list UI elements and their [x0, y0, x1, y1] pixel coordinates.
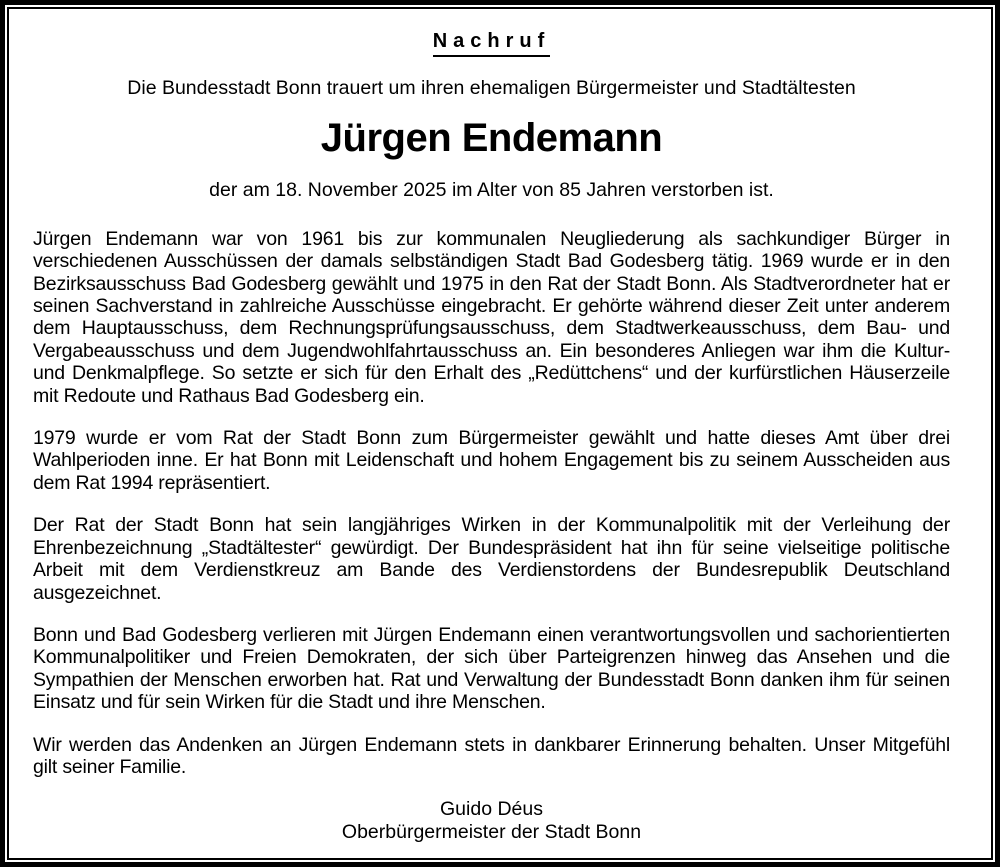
obituary-paragraph-honors: Der Rat der Stadt Bonn hat sein langjähriges Wirken in der Kommunalpolitik mit der Verleihung der Ehrenbezeichnung „Stadtältester“ gewürdigt. Der Bundespräsident hat ihn für seine vielseitige politische Arbeit mit dem Verdienstkreuz am Bande des Verdienstordens der Bundesrepublik Deutschland ausgezeichnet.: [33, 514, 950, 604]
obituary-paragraph-career: Jürgen Endemann war von 1961 bis zur kommunalen Neugliederung als sachkundiger Bürger in verschiedenen Ausschüssen der damals selbständigen Stadt Bad Godesberg tätig. 1969 wurde er in den Bezirksausschuss Bad Godesberg gewählt und 1975 in den Rat der Stadt Bonn. Als Stadtverordneter hat er seinen Sachverstand in zahlreiche Ausschüsse eingebracht. Er gehörte während dieser Zeit unter anderem dem Hauptausschuss, dem Rechnungsprüfungsausschuss, dem Stadtwerkeausschuss, dem Bau- und Vergabeausschuss und dem Jugendwohlfahrtausschuss an. Ein besonderes Anliegen war ihm die Kultur- und Denkmalpflege. So setzte er sich für den Erhalt des „Redüttchens“ und der kurfürstlichen Häuserzeile mit Redoute und Rathaus Bad Godesberg ein.: [33, 227, 950, 407]
signatory-role: Oberbürgermeister der Stadt Bonn: [341, 820, 642, 843]
deceased-name: Jürgen Endemann: [320, 116, 663, 161]
obituary-paragraph-tribute: Bonn und Bad Godesberg verlieren mit Jürgen Endemann einen verantwortungsvollen und sachorientierten Kommunalpolitiker und Freien Demokraten, der sich über Parteigrenzen hinweg das Ansehen und die Sympathien der Menschen erworben hat. Rat und Verwaltung der Bundesstadt Bonn danken ihm für seinen Einsatz und für sein Wirken für die Stadt und ihre Menschen.: [33, 623, 950, 714]
notice-type-title: Nachruf: [433, 30, 551, 57]
signatory-name: Guido Déus: [440, 798, 543, 821]
obituary-paragraph-mayor: 1979 wurde er vom Rat der Stadt Bonn zum Bürgermeister gewählt und hatte dieses Amt über drei Wahlperioden inne. Er hat Bonn mit Leidenschaft und hohem Engagement bis zu seinem Ausscheiden aus dem Rat 1994 repräsentiert.: [33, 427, 950, 494]
notice-content: [9, 9, 991, 858]
signature-block: [33, 798, 950, 843]
death-date-line: der am 18. November 2025 im Alter von 85 Jahren verstorben ist.: [209, 179, 774, 202]
inner-border-frame: [7, 7, 993, 860]
title-row: [33, 30, 950, 57]
obituary-paragraph-condolence: Wir werden das Andenken an Jürgen Endemann stets in dankbarer Erinnerung behalten. Unser Mitgefühl gilt seiner Familie.: [33, 733, 950, 778]
intro-line: Die Bundesstadt Bonn trauert um ihren ehemaligen Bürgermeister und Stadtältesten: [127, 77, 856, 99]
